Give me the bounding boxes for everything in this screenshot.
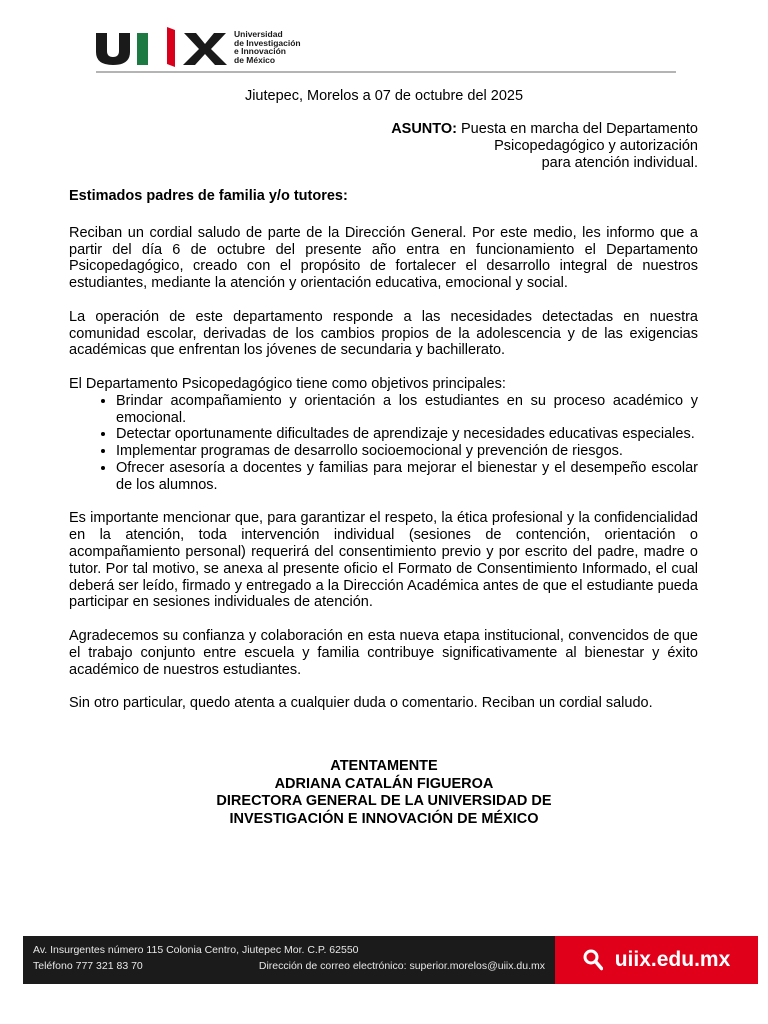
place-date: Jiutepec, Morelos a 07 de octubre del 2025 [244,88,524,104]
list-item: • Ofrecer asesoría a docentes y familias para mejorar el bienestar y el desempeño escolar de los alumnos. [116,460,698,494]
footer-phone: Teléfono 777 321 83 70 [33,960,143,972]
objectives-intro: El Departamento Psicopedagógico tiene como objetivos principales: [69,375,506,392]
subject-line: Psicopedagógico y autorización [494,138,698,154]
subject-line: para atención individual. [541,155,698,171]
footer-bar [23,936,758,984]
footer-website[interactable]: uiix.edu.mx [614,948,731,971]
letter-body [69,188,698,729]
subject-label: ASUNTO: [391,121,457,137]
list-item: • Implementar programas de desarrollo socioemocional y prevención de riesgos. [116,443,698,460]
logo-text-line: de Investigación [234,37,301,48]
signer-title: DIRECTORA GENERAL DE LA UNIVERSIDAD DE [216,793,552,809]
signer-title: INVESTIGACIÓN E INNOVACIÓN DE MÉXICO [229,810,539,827]
paragraph: Reciban un cordial saludo de parte de la Dirección General. Por este medio, les informo que a partir del día 6 de octubre del presente año entra en funcionamiento el Departamento Psicopedagógico, creado con el propósito de fortalecer el desarrollo integral de nuestros estudiantes, mediante la atención y orientación educativa, emocional y social. [69,224,698,292]
list-item: • Brindar acompañamiento y orientación a los estudiantes en su proceso académico y emocional. [116,393,698,427]
header-divider [96,71,676,73]
subject-block [391,121,698,172]
paragraph: Es importante mencionar que, para garantizar el respeto, la ética profesional y la confidencialidad en la atención, toda intervención individual (sesiones de contención, orientación o acompañamiento personal) requerirá del consentimiento previo y por escrito del padre, madre o tutor. Por tal motivo, se anexa al presente oficio el Formato de Consentimiento Informado, el cual deberá ser leído, firmado y entregado a la Dirección Académica antes de que el estudiante pueda participar en sesiones individuales de atención. [69,510,698,611]
signature-block [0,758,768,828]
logo-text-line: e Innovación [234,46,286,56]
signer-name: ADRIANA CATALÁN FIGUEROA [274,775,494,792]
list-item: • Detectar oportunamente dificultades de aprendizaje y necesidades educativas especiales. [116,426,698,443]
logo-wordmark [234,30,301,64]
uiix-logo-icon [96,27,230,67]
paragraph: Sin otro particular, quedo atenta a cualquier duda o comentario. Reciban un cordial saludo. [69,695,653,712]
paragraph: La operación de este departamento responde a las necesidades detectadas en nuestra comunidad escolar, derivadas de los cambios propios de la adolescencia y de las exigencias académicas que enfrentan los jóvenes de secundaria y bachillerato. [69,308,698,359]
footer-address: Av. Insurgentes número 115 Colonia Centro, Jiutepec Mor. C.P. 62550 [33,944,359,956]
search-icon [583,949,603,971]
closing: ATENTAMENTE [330,758,438,774]
objectives-list [69,393,698,494]
footer-website-badge[interactable] [555,936,758,984]
footer-email-label: Dirección de correo electrónico: [258,960,407,972]
university-logo [96,26,301,68]
footer-contact [23,936,555,984]
greeting: Estimados padres de familia y/o tutores: [69,188,348,204]
footer-email[interactable]: superior.morelos@uiix.du.mx [409,960,545,972]
logo-text-line: de México [234,54,276,65]
logo-text-line: Universidad [234,29,283,39]
paragraph: Agradecemos su confianza y colaboración en esta nueva etapa institucional, convencidos de que el trabajo conjunto entre escuela y familia contribuye significativamente al bienestar y éxito académico de nuestros estudiantes. [69,627,698,678]
subject-line: Puesta en marcha del Departamento [461,121,698,137]
